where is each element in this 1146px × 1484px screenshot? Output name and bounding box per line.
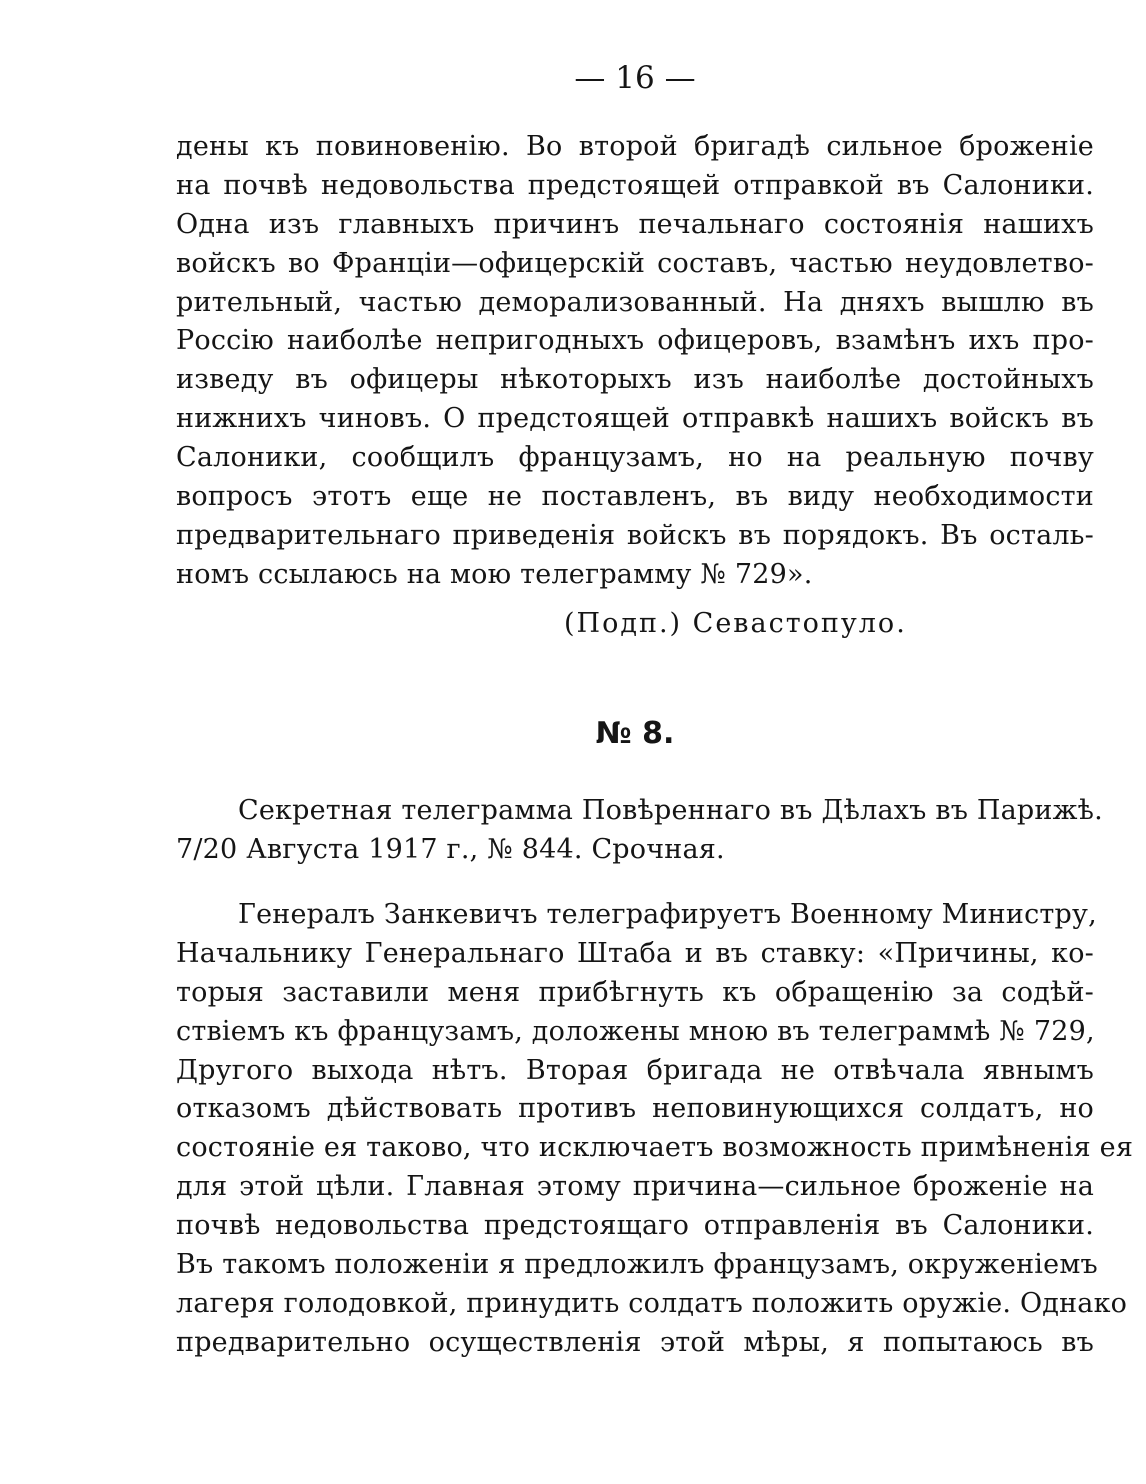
paragraph-telegram-continuation	[176, 128, 1094, 595]
text-line: торыя заставили меня прибѣгнуть къ обращенію за содѣй-	[176, 976, 1094, 1008]
text-line: вопросъ этотъ еще не поставленъ, въ виду необходимости	[176, 481, 1094, 513]
text-line: номъ ссылаюсь на мою телеграмму № 729».	[176, 558, 813, 590]
text-line: предварительно осуществленія этой мѣры, я попытаюсь въ	[176, 1326, 1094, 1358]
text-line: 7/20 Августа 1917 г., № 844. Срочная.	[176, 833, 725, 865]
text-line: Секретная телеграмма Повѣреннаго въ Дѣлахъ въ Парижѣ.	[238, 795, 1103, 826]
telegram-body-paragraph	[176, 896, 1134, 1363]
text-line: для этой цѣли. Главная этому причина—сильное броженіе на	[176, 1171, 1094, 1203]
text-line: Салоники, сообщилъ французамъ, но на реальную почву	[176, 442, 1094, 474]
text-line: Генералъ Занкевичъ телеграфируетъ Военному Министру,	[238, 899, 1097, 930]
text-line: дены къ повиновенію. Во второй бригадѣ сильное броженіе	[176, 131, 1094, 162]
telegram-header-paragraph	[176, 792, 1103, 870]
text-line: на почвѣ недовольства предстоящей отправкой въ Салоники.	[176, 169, 1094, 201]
text-line: нижнихъ чиновъ. О предстоящей отправкѣ нашихъ войскъ въ	[176, 403, 1094, 435]
text-line: Другого выхода нѣтъ. Вторая бригада не отвѣчала явнымъ	[176, 1054, 1094, 1086]
text-line: Одна изъ главныхъ причинъ печальнаго состоянія нашихъ	[176, 208, 1094, 240]
text-line: войскъ во Франціи—офицерскій составъ, частью неудовлетво-	[176, 247, 1094, 279]
page-number: — 16 —	[574, 60, 696, 96]
document-number-heading: № 8.	[595, 716, 675, 751]
text-line: рительный, частью деморализованный. На дняхъ вышлю въ	[176, 286, 1094, 318]
signature-line: (Подп.) Севастопуло.	[564, 608, 907, 639]
text-line: состояніе ея таково, что исключаетъ возможность примѣненія ея	[176, 1132, 1134, 1164]
text-line: изведу въ офицеры нѣкоторыхъ изъ наиболѣе достойныхъ	[176, 364, 1094, 396]
text-line: Россію наиболѣе непригодныхъ офицеровъ, взамѣнъ ихъ про-	[176, 325, 1094, 357]
text-line: Въ такомъ положеніи я предложилъ французамъ, окруженіемъ	[176, 1249, 1098, 1281]
text-line: предварительнаго приведенія войскъ въ порядокъ. Въ осталь-	[176, 519, 1094, 551]
text-line: почвѣ недовольства предстоящаго отправленія въ Салоники.	[176, 1210, 1094, 1242]
text-line: отказомъ дѣйствовать противъ неповинующихся солдатъ, но	[176, 1093, 1094, 1125]
text-line: лагеря голодовкой, принудить солдатъ положить оружіе. Однако	[176, 1287, 1128, 1319]
text-line: ствіемъ къ французамъ, доложены мною въ телеграммѣ № 729,	[176, 1015, 1095, 1047]
text-line: Начальнику Генеральнаго Штаба и въ ставку: «Причины, ко-	[176, 937, 1094, 969]
